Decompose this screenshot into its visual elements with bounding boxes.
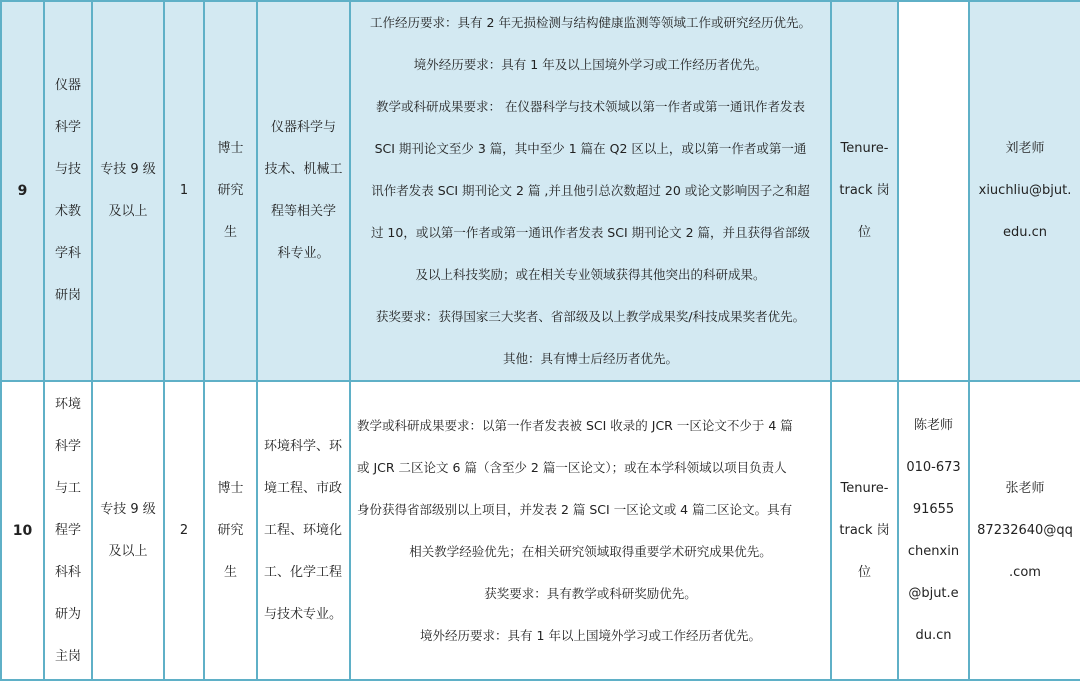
contact-email: 87232640@qq — [977, 522, 1073, 538]
requirement-line: 或 JCR 二区论文 6 篇（含至少 2 篇一区论文）；或在本学科领域以项目负责人 — [357, 459, 787, 475]
text-line: 研为 — [54, 606, 81, 622]
text-line: Tenure- — [840, 480, 889, 496]
contact-primary — [898, 381, 969, 680]
table-row — [1, 381, 1080, 680]
text-line: 技术、机械工 — [264, 162, 343, 177]
requirement-line: 境外经历要求：具有 1 年以上国境外学习或工作经历者优先。 — [420, 627, 761, 643]
requirement-line: 教学或科研成果要求： 在仪器科学与技术领域以第一作者或第一通讯作者发表 — [376, 99, 805, 114]
position-type — [831, 1, 898, 381]
contact-email: du.cn — [915, 627, 952, 643]
text-line: 科专业。 — [277, 246, 330, 261]
row-number: 10 — [1, 381, 44, 680]
text-line: 主岗 — [54, 648, 81, 664]
major — [257, 381, 350, 680]
text-line: 环境 — [54, 396, 81, 412]
contact-primary — [898, 1, 969, 381]
requirement-line: 工作经历要求：具有 2 年无损检测与结构健康监测等领域工作或研究经历优先。 — [370, 15, 811, 30]
text-line: Tenure- — [840, 141, 889, 156]
requirement-line: 教学或科研成果要求：以第一作者发表被 SCI 收录的 JCR 一区论文不少于 4 篇 — [357, 417, 793, 433]
contact-email: chenxin — [907, 543, 960, 559]
requirement-line: 及以上科技奖励；或在相关专业领域获得其他突出的科研成果。 — [415, 267, 766, 282]
text-line: 专技 9 级 — [100, 501, 156, 517]
contact-email: edu.cn — [1002, 225, 1047, 240]
text-line: track 岗 — [839, 522, 890, 538]
text-line: 研究 — [217, 183, 244, 198]
position-type — [831, 381, 898, 680]
requirement-line: 相关教学经验优先；在相关研究领域取得重要学术研究成果优先。 — [409, 543, 772, 559]
text-line: 工程、环境化 — [264, 522, 343, 538]
text-line: track 岗 — [839, 183, 890, 198]
text-line: 与工 — [54, 480, 81, 496]
text-line: 科学 — [54, 438, 81, 454]
requirement-line: SCI 期刊论文至少 3 篇，其中至少 1 篇在 Q2 区以上，或以第一作者或第一通 — [374, 141, 807, 156]
text-line: 位 — [857, 225, 871, 240]
text-line: 工、化学工程 — [264, 564, 343, 580]
requirement-line: 获奖要求：具有教学或科研奖励优先。 — [484, 585, 697, 601]
text-line: 博士 — [217, 480, 244, 496]
text-line: 研岗 — [54, 288, 81, 303]
requirement-line: 其他：具有博士后经历者优先。 — [502, 351, 678, 366]
text-line: 程等相关学 — [270, 204, 336, 219]
text-line: 与技 — [54, 162, 81, 177]
text-line: 境工程、市政 — [264, 480, 343, 496]
text-line: 科科 — [54, 564, 81, 580]
requirement-line: 获奖要求：获得国家三大奖者、省部级及以上教学成果奖/科技成果奖者优先。 — [375, 309, 806, 324]
contact-email: xiuchliu@bjut. — [978, 183, 1072, 198]
contact-secondary — [969, 381, 1080, 680]
headcount: 1 — [164, 1, 204, 381]
contact-name: 刘老师 — [1005, 141, 1045, 156]
requirement-line: 身份获得省部级别以上项目，并发表 2 篇 SCI 一区论文或 4 篇二区论文。具有 — [357, 501, 793, 517]
text-line: 及以上 — [108, 204, 148, 219]
text-line: 仪器 — [54, 78, 81, 93]
requirement-line: 讯作者发表 SCI 期刊论文 2 篇 ,并且他引总次数超过 20 或论文影响因子之和超 — [371, 183, 810, 198]
position-name — [44, 1, 92, 381]
position-name — [44, 381, 92, 680]
major — [257, 1, 350, 381]
degree — [204, 1, 257, 381]
requirement-line: 过 10，或以第一作者或第一通讯作者发表 SCI 期刊论文 2 篇，并且获得省部级 — [370, 225, 811, 240]
text-line: 位 — [857, 564, 871, 580]
requirements — [350, 1, 831, 381]
text-line: 程学 — [54, 522, 81, 538]
text-line: 及以上 — [108, 543, 148, 559]
text-line: 科学 — [54, 120, 81, 135]
position-level — [92, 381, 164, 680]
contact-phone: 010-673 — [906, 459, 961, 475]
position-level — [92, 1, 164, 381]
requirements — [350, 381, 831, 680]
text-line: 生 — [223, 564, 237, 580]
text-line: 博士 — [217, 141, 244, 156]
row-number: 9 — [1, 1, 44, 381]
contact-secondary — [969, 1, 1080, 381]
contact-phone: 91655 — [912, 501, 955, 517]
text-line: 生 — [223, 225, 237, 240]
degree — [204, 381, 257, 680]
text-line: 仪器科学与 — [270, 120, 336, 135]
contact-name: 张老师 — [1005, 480, 1045, 496]
text-line: 术教 — [54, 204, 81, 219]
headcount: 2 — [164, 381, 204, 680]
text-line: 专技 9 级 — [100, 162, 156, 177]
contact-email: .com — [1009, 564, 1041, 580]
contact-email: @bjut.e — [908, 585, 959, 601]
table-row — [1, 1, 1080, 381]
contact-name: 陈老师 — [913, 417, 953, 433]
text-line: 研究 — [217, 522, 244, 538]
text-line: 与技术专业。 — [264, 606, 343, 622]
text-line: 学科 — [54, 246, 81, 261]
requirement-line: 境外经历要求：具有 1 年及以上国境外学习或工作经历者优先。 — [413, 57, 768, 72]
text-line: 环境科学、环 — [264, 438, 343, 454]
